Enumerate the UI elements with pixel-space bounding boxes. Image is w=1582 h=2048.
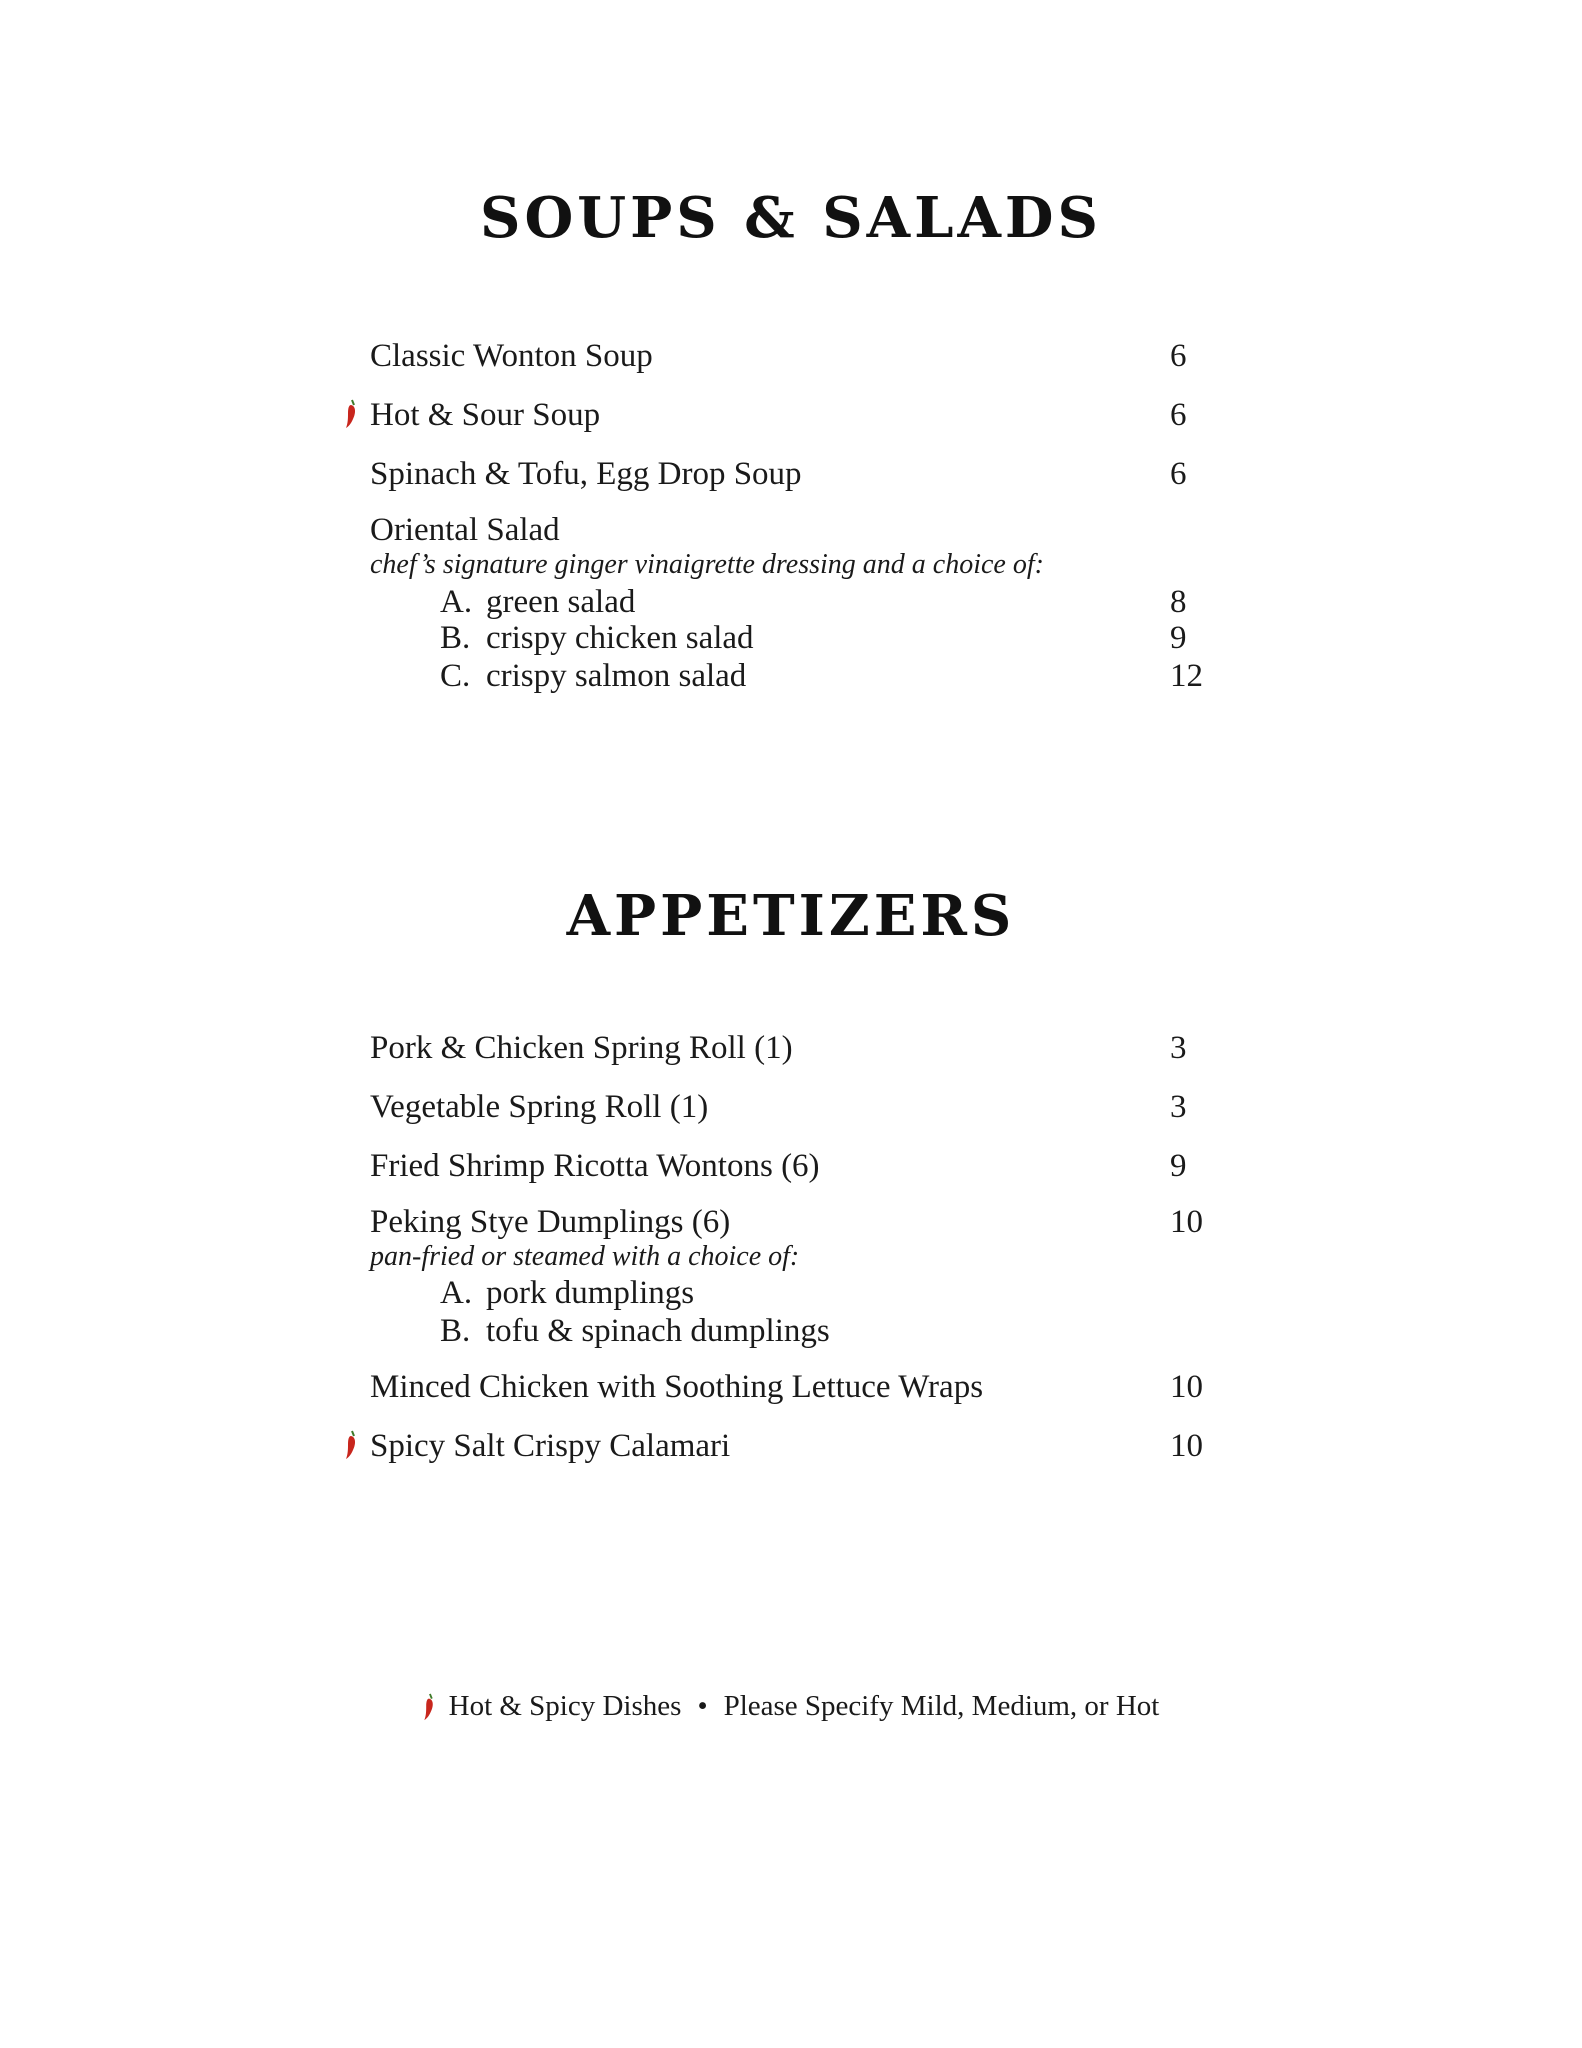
spicy-legend — [0, 1688, 1582, 1724]
soups-salads-title: SOUPS & SALADS — [480, 185, 1102, 251]
option-text: crispy salmon salad — [486, 658, 747, 694]
item-name: Fried Shrimp Ricotta Wontons (6) — [370, 1148, 820, 1184]
item-name: Spinach & Tofu, Egg Drop Soup — [370, 456, 802, 492]
spicy-legend-label: Hot & Spicy Dishes — [448, 1690, 682, 1722]
option-pork-dumplings — [440, 1274, 1202, 1312]
menu-item-minced-chicken-lettuce-wraps — [370, 1363, 1202, 1411]
item-price: 6 — [1170, 338, 1187, 374]
menu-item-hot-sour-soup — [370, 391, 1202, 439]
option-crispy-chicken-salad — [440, 619, 1202, 657]
menu-item-spinach-tofu-egg-drop-soup — [370, 450, 1202, 498]
option-price: 12 — [1170, 658, 1203, 694]
chili-pepper-icon — [345, 1430, 357, 1460]
menu-item-pork-chicken-spring-roll — [370, 1024, 1202, 1072]
item-price: 10 — [1170, 1204, 1203, 1240]
menu-item-fried-shrimp-ricotta-wontons — [370, 1142, 1202, 1190]
item-name: Peking Stye Dumplings (6) — [370, 1204, 731, 1240]
menu-item-spicy-salt-crispy-calamari — [370, 1422, 1202, 1470]
item-price: 10 — [1170, 1369, 1203, 1405]
option-text: tofu & spinach dumplings — [486, 1313, 830, 1349]
menu-item-vegetable-spring-roll — [370, 1083, 1202, 1131]
option-letter: C. — [440, 658, 471, 694]
item-name: Vegetable Spring Roll (1) — [370, 1089, 709, 1125]
option-letter: A. — [440, 584, 473, 620]
item-price: 3 — [1170, 1089, 1187, 1125]
spice-level-note: Please Specify Mild, Medium, or Hot — [723, 1690, 1160, 1722]
item-name: Minced Chicken with Soothing Lettuce Wraps — [370, 1369, 984, 1405]
item-name: Oriental Salad — [370, 512, 560, 548]
option-text: green salad — [486, 584, 636, 620]
item-price: 9 — [1170, 1148, 1187, 1184]
item-description: chef’s signature ginger vinaigrette dressing and a choice of: — [370, 549, 1044, 580]
item-description: pan-fried or steamed with a choice of: — [370, 1241, 800, 1272]
menu-item-oriental-salad — [370, 506, 1202, 554]
item-price: 6 — [1170, 397, 1187, 433]
option-letter: B. — [440, 1313, 471, 1349]
chili-pepper-icon — [345, 399, 357, 429]
option-crispy-salmon-salad — [440, 657, 1202, 695]
item-price: 6 — [1170, 456, 1187, 492]
item-name: Pork & Chicken Spring Roll (1) — [370, 1030, 793, 1066]
option-letter: A. — [440, 1275, 473, 1311]
option-tofu-spinach-dumplings — [440, 1312, 1202, 1350]
appetizers-title: APPETIZERS — [566, 883, 1016, 949]
option-text: crispy chicken salad — [486, 620, 754, 656]
item-name: Classic Wonton Soup — [370, 338, 653, 374]
option-text: pork dumplings — [486, 1275, 695, 1311]
item-price: 10 — [1170, 1428, 1203, 1464]
option-price: 8 — [1170, 584, 1187, 620]
menu-item-peking-style-dumplings — [370, 1198, 1202, 1246]
separator: • — [697, 1690, 708, 1722]
chili-pepper-icon — [423, 1693, 435, 1721]
item-name: Hot & Sour Soup — [370, 397, 601, 433]
option-green-salad — [440, 583, 1202, 621]
menu-item-classic-wonton-soup — [370, 332, 1202, 380]
option-price: 9 — [1170, 620, 1187, 656]
item-price: 3 — [1170, 1030, 1187, 1066]
option-letter: B. — [440, 620, 471, 656]
item-name: Spicy Salt Crispy Calamari — [370, 1428, 731, 1464]
